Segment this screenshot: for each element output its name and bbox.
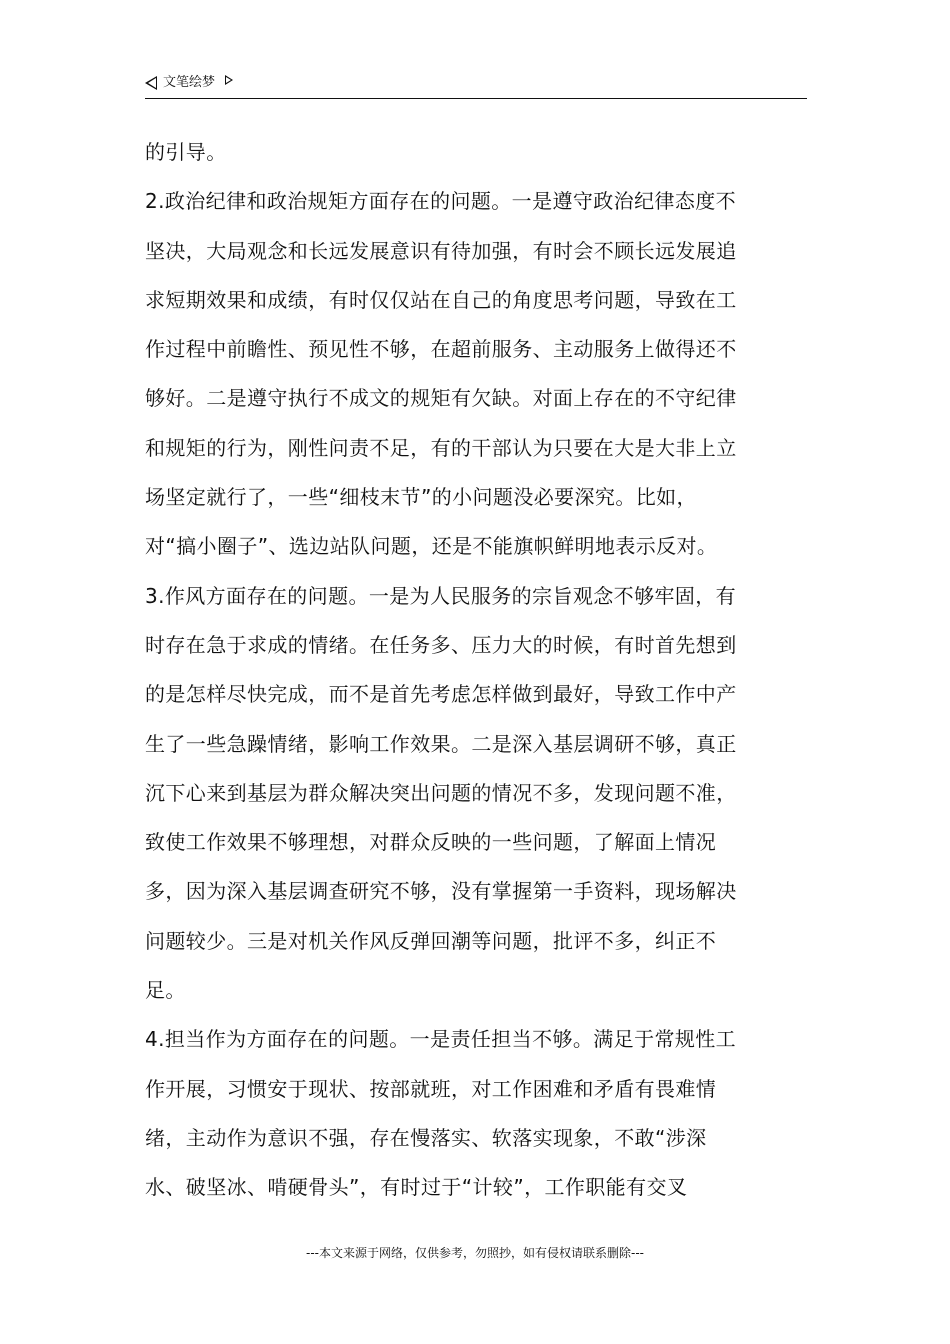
header-title: 文笔绘梦 xyxy=(163,75,216,90)
text-line: 4.担当作为方面存在的问题。一是责任担当不够。满足于常规性工 xyxy=(145,1027,737,1052)
text-line: 时存在急于求成的情绪。在任务多、压力大的时候，有时首先想到 xyxy=(145,632,737,657)
text-line: 作过程中前瞻性、预见性不够，在超前服务、主动服务上做得还不 xyxy=(145,337,737,362)
document-body xyxy=(145,128,800,1213)
text-line: 多，因为深入基层调查研究不够，没有掌握第一手资料，现场解决 xyxy=(145,879,737,904)
text-line: 求短期效果和成绩，有时仅仅站在自己的角度思考问题，导致在工 xyxy=(145,287,737,312)
text-line: 问题较少。三是对机关作风反弹回潮等问题，批评不多，纠正不 xyxy=(145,928,717,953)
text-line: 生了一些急躁情绪，影响工作效果。二是深入基层调研不够，真正 xyxy=(145,731,737,756)
text-line: 致使工作效果不够理想，对群众反映的一些问题，了解面上情况 xyxy=(145,830,717,855)
text-line: 坚决，大局观念和长远发展意识有待加强，有时会不顾长远发展追 xyxy=(145,238,737,263)
text-line: 作开展，习惯安于现状、按部就班，对工作困难和矛盾有畏难情 xyxy=(145,1076,717,1101)
text-line: 足。 xyxy=(145,978,186,1003)
right-triangle-icon xyxy=(225,75,233,85)
footer-disclaimer: ---本文来源于网络，仅供参考，勿照抄，如有侵权请联系删除--- xyxy=(306,1246,644,1260)
page-header xyxy=(145,72,807,99)
text-line: 和规矩的行为，刚性问责不足，有的干部认为只要在大是大非上立 xyxy=(145,435,737,460)
text-line: 水、破坚冰、啃硬骨头”，有时过于“计较”，工作职能有交叉 xyxy=(145,1175,688,1200)
text-line: 3.作风方面存在的问题。一是为人民服务的宗旨观念不够牢固，有 xyxy=(145,583,737,608)
text-line: 够好。二是遵守执行不成文的规矩有欠缺。对面上存在的不守纪律 xyxy=(145,386,737,411)
left-triangle-icon xyxy=(145,76,157,90)
text-line: 绪，主动作为意识不强，存在慢落实、软落实现象，不敢“涉深 xyxy=(145,1125,707,1150)
text-line: 场坚定就行了，一些“细枝末节”的小问题没必要深究。比如， xyxy=(145,485,697,510)
header-brand xyxy=(145,74,233,92)
text-line: 的是怎样尽快完成，而不是首先考虑怎样做到最好，导致工作中产 xyxy=(145,682,737,707)
text-line: 沉下心来到基层为群众解决突出问题的情况不多，发现问题不准， xyxy=(145,780,737,805)
text-line: 2.政治纪律和政治规矩方面存在的问题。一是遵守政治纪律态度不 xyxy=(145,189,737,214)
text-line: 的引导。 xyxy=(145,140,227,164)
text-line: 对“搞小圈子”、选边站队问题，还是不能旗帜鲜明地表示反对。 xyxy=(145,534,718,559)
